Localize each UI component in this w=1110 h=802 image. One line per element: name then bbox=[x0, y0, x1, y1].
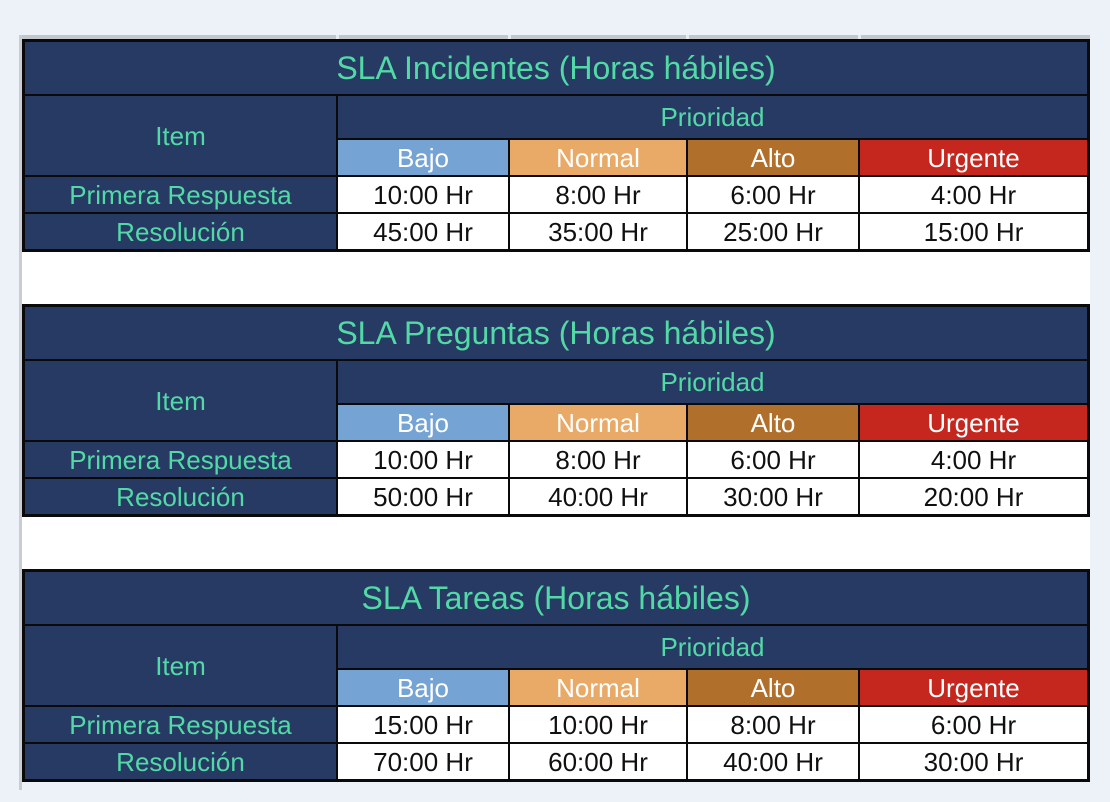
sla-table bbox=[22, 569, 1090, 782]
priority-header-alto: Alto bbox=[688, 405, 858, 440]
sla-value-cell: 40:00 Hr bbox=[510, 479, 686, 514]
sla-value-cell: 15:00 Hr bbox=[860, 214, 1087, 249]
priority-group-header: Prioridad bbox=[338, 361, 1087, 403]
sla-value-cell: 50:00 Hr bbox=[338, 479, 508, 514]
sla-value-cell: 20:00 Hr bbox=[860, 479, 1087, 514]
priority-header-bajo: Bajo bbox=[338, 670, 508, 705]
priority-header-urgente: Urgente bbox=[860, 405, 1087, 440]
priority-group-header: Prioridad bbox=[338, 626, 1087, 668]
sla-value-cell: 30:00 Hr bbox=[688, 479, 858, 514]
sla-table bbox=[22, 304, 1090, 517]
table-title: SLA Tareas (Horas hábiles) bbox=[25, 572, 1087, 624]
priority-group-header: Prioridad bbox=[338, 96, 1087, 138]
sla-value-cell: 6:00 Hr bbox=[860, 707, 1087, 742]
sla-value-cell: 70:00 Hr bbox=[338, 744, 508, 779]
sla-value-cell: 45:00 Hr bbox=[338, 214, 508, 249]
tables-container bbox=[22, 39, 1090, 782]
row-label: Primera Respuesta bbox=[25, 707, 336, 742]
sla-table bbox=[22, 39, 1090, 252]
row-label: Resolución bbox=[25, 744, 336, 779]
sla-value-cell: 4:00 Hr bbox=[860, 442, 1087, 477]
sla-value-cell: 35:00 Hr bbox=[510, 214, 686, 249]
sla-value-cell: 30:00 Hr bbox=[860, 744, 1087, 779]
sla-value-cell: 10:00 Hr bbox=[338, 177, 508, 212]
sla-value-cell: 8:00 Hr bbox=[688, 707, 858, 742]
sla-value-cell: 10:00 Hr bbox=[338, 442, 508, 477]
item-header: Item bbox=[25, 361, 336, 440]
sla-value-cell: 10:00 Hr bbox=[510, 707, 686, 742]
table-title: SLA Preguntas (Horas hábiles) bbox=[25, 307, 1087, 359]
row-label: Primera Respuesta bbox=[25, 177, 336, 212]
sla-value-cell: 60:00 Hr bbox=[510, 744, 686, 779]
sla-value-cell: 4:00 Hr bbox=[860, 177, 1087, 212]
priority-header-urgente: Urgente bbox=[860, 140, 1087, 175]
item-header: Item bbox=[25, 626, 336, 705]
sla-value-cell: 6:00 Hr bbox=[688, 442, 858, 477]
priority-header-normal: Normal bbox=[510, 670, 686, 705]
sla-value-cell: 25:00 Hr bbox=[688, 214, 858, 249]
table-title: SLA Incidentes (Horas hábiles) bbox=[25, 42, 1087, 94]
row-label: Resolución bbox=[25, 479, 336, 514]
sla-value-cell: 15:00 Hr bbox=[338, 707, 508, 742]
priority-header-bajo: Bajo bbox=[338, 405, 508, 440]
row-label: Primera Respuesta bbox=[25, 442, 336, 477]
priority-header-bajo: Bajo bbox=[338, 140, 508, 175]
priority-header-normal: Normal bbox=[510, 140, 686, 175]
sla-value-cell: 40:00 Hr bbox=[688, 744, 858, 779]
priority-header-alto: Alto bbox=[688, 670, 858, 705]
item-header: Item bbox=[25, 96, 336, 175]
sla-value-cell: 8:00 Hr bbox=[510, 177, 686, 212]
sla-value-cell: 8:00 Hr bbox=[510, 442, 686, 477]
sla-value-cell: 6:00 Hr bbox=[688, 177, 858, 212]
priority-header-alto: Alto bbox=[688, 140, 858, 175]
priority-header-urgente: Urgente bbox=[860, 670, 1087, 705]
priority-header-normal: Normal bbox=[510, 405, 686, 440]
row-label: Resolución bbox=[25, 214, 336, 249]
